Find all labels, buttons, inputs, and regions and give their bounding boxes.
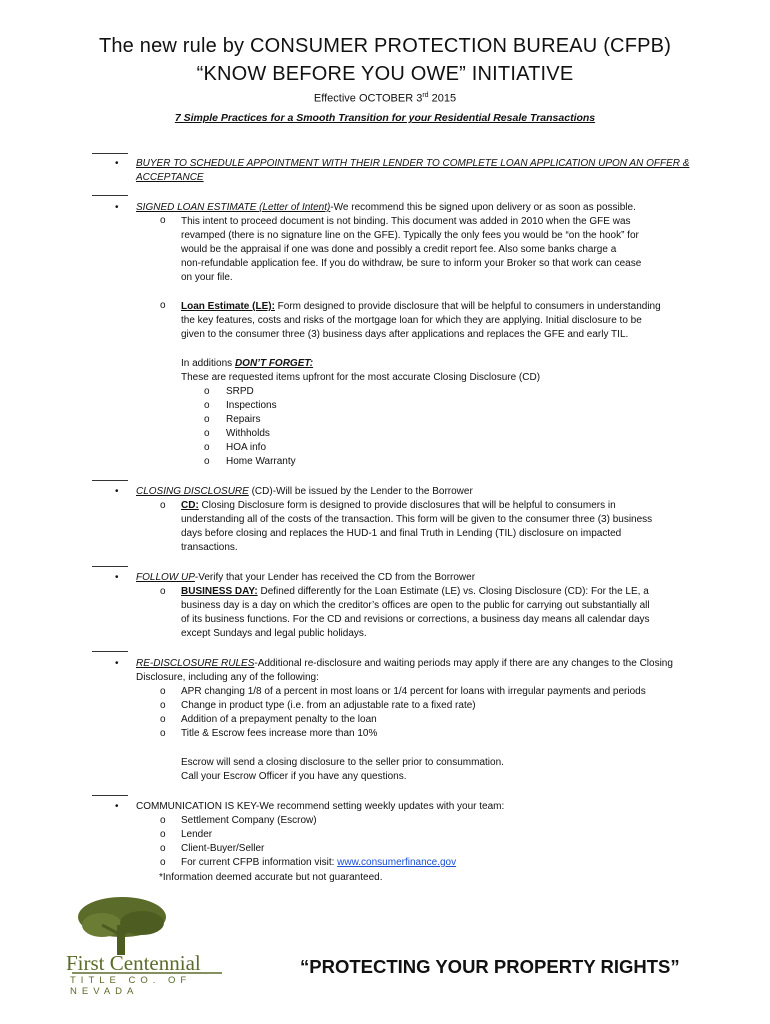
sub-bullet-icon: o bbox=[160, 215, 166, 226]
business-day-line: except Sundays and legal public holidays. bbox=[181, 628, 367, 639]
requested-items-intro: These are requested items upfront for the most accurate Closing Disclosure (CD) bbox=[181, 372, 541, 383]
loan-estimate-line bbox=[181, 300, 661, 314]
loan-estimate-text: Form designed to provide disclosure that will be helpful to consumers in understanding bbox=[274, 301, 661, 312]
requested-item: Inspections bbox=[226, 400, 277, 411]
cfpb-info-text: For current CFPB information visit: bbox=[181, 857, 338, 868]
signed-loan-estimate-heading: SIGNED LOAN ESTIMATE (Letter of Intent) bbox=[136, 202, 331, 213]
redisclosure-heading: RE-DISCLOSURE RULES bbox=[136, 658, 255, 669]
sub-bullet-icon: o bbox=[160, 843, 166, 854]
disclaimer: *Information deemed accurate but not guaranteed. bbox=[159, 872, 383, 883]
slogan: “PROTECTING YOUR PROPERTY RIGHTS” bbox=[300, 956, 680, 977]
cd-text: Closing Disclosure form is designed to provide disclosures that will be helpful to consumers in bbox=[198, 500, 616, 511]
team-member: Settlement Company (Escrow) bbox=[181, 815, 317, 826]
document-title-line-2: “KNOW BEFORE YOU OWE” INITIATIVE bbox=[196, 63, 574, 85]
sub-bullet-icon: o bbox=[204, 400, 210, 411]
escrow-note-line-1: Escrow will send a closing disclosure to the seller prior to consummation. bbox=[181, 757, 504, 768]
redisclosure-text: -Additional re-disclosure and waiting periods may apply if there are any changes to the Closing bbox=[254, 658, 673, 669]
buyer-schedule-text: BUYER TO SCHEDULE APPOINTMENT WITH THEIR LENDER TO COMPLETE LOAN APPLICATION UPON AN OFFER & bbox=[136, 158, 690, 169]
sub-bullet-icon: o bbox=[160, 728, 166, 739]
follow-up-item bbox=[136, 571, 475, 585]
section-divider bbox=[92, 195, 128, 196]
sub-bullet-icon: o bbox=[160, 857, 166, 868]
cfpb-website-link[interactable]: www.consumerfinance.gov bbox=[337, 857, 457, 868]
redisclosure-line-2: Disclosure, including any of the following: bbox=[136, 672, 319, 683]
intent-line: would be the appraisal if one was done and possibly a credit report fee. Also some banks charge a bbox=[181, 244, 617, 255]
additions-line bbox=[181, 357, 313, 371]
bullet-icon: • bbox=[115, 801, 119, 812]
effective-date-suffix: rd bbox=[422, 92, 429, 99]
requested-item: Repairs bbox=[226, 414, 261, 425]
document-title-line-1: The new rule by CONSUMER PROTECTION BUREAU (CFPB) bbox=[98, 35, 672, 57]
intent-line: non-refundable application fee. If you do withdraw, be sure to inform your Broker so that work can cease bbox=[181, 258, 642, 269]
redisclosure-item bbox=[136, 657, 673, 671]
buyer-schedule-text-2: ACCEPTANCE bbox=[136, 172, 204, 183]
dont-forget-label: DON’T FORGET: bbox=[234, 358, 314, 369]
sub-bullet-icon: o bbox=[160, 500, 166, 511]
closing-disclosure-heading: CLOSING DISCLOSURE bbox=[136, 486, 249, 497]
additions-prefix: In additions bbox=[181, 358, 235, 369]
signed-loan-estimate-item bbox=[136, 201, 636, 215]
business-day-label: BUSINESS DAY: bbox=[181, 586, 258, 597]
cd-line: understanding all of the costs of the transaction. This form will be given to the consumer three (3) business bbox=[181, 514, 653, 525]
company-logo bbox=[62, 895, 232, 995]
cd-line bbox=[181, 499, 616, 513]
redisclosure-condition: APR changing 1/8 of a percent in most loans or 1/4 percent for loans with irregular payments and periods bbox=[181, 686, 646, 697]
sub-bullet-icon: o bbox=[160, 586, 166, 597]
business-day-line bbox=[181, 585, 649, 599]
signed-loan-estimate-text: -We recommend this be signed upon delivery or as soon as possible. bbox=[330, 202, 636, 213]
sub-bullet-icon: o bbox=[160, 815, 166, 826]
sub-bullet-icon: o bbox=[204, 442, 210, 453]
logo-name: First Centennial bbox=[66, 951, 201, 975]
escrow-note-line-2: Call your Escrow Officer if you have any questions. bbox=[181, 771, 407, 782]
team-member: Lender bbox=[181, 829, 213, 840]
sub-bullet-icon: o bbox=[204, 414, 210, 425]
requested-item: Home Warranty bbox=[226, 456, 296, 467]
bullet-icon: • bbox=[115, 572, 119, 583]
section-divider bbox=[92, 566, 128, 567]
bullet-icon: • bbox=[115, 658, 119, 669]
bullet-icon: • bbox=[115, 486, 119, 497]
cd-label: CD: bbox=[181, 500, 199, 511]
loan-estimate-line: given to the consumer three (3) business days after applications and replaces the GFE and early TIL. bbox=[181, 329, 629, 340]
effective-date-year: 2015 bbox=[428, 92, 457, 105]
logo-subtitle: TITLE CO. OF NEVADA bbox=[70, 975, 192, 997]
team-member: Client-Buyer/Seller bbox=[181, 843, 265, 854]
section-divider bbox=[92, 153, 128, 154]
section-divider bbox=[92, 651, 128, 652]
sub-bullet-icon: o bbox=[160, 300, 166, 311]
requested-item: HOA info bbox=[226, 442, 267, 453]
sub-bullet-icon: o bbox=[160, 714, 166, 725]
closing-disclosure-text: (CD)-Will be issued by the Lender to the Borrower bbox=[248, 486, 473, 497]
bullet-icon: • bbox=[115, 202, 119, 213]
redisclosure-condition: Change in product type (i.e. from an adjustable rate to a fixed rate) bbox=[181, 700, 476, 711]
communication-heading: COMMUNICATION IS KEY-We recommend setting weekly updates with your team: bbox=[136, 801, 505, 812]
sub-bullet-icon: o bbox=[204, 456, 210, 467]
cd-line: transactions. bbox=[181, 542, 238, 553]
effective-date-text: Effective OCTOBER 3 bbox=[313, 92, 423, 105]
sub-bullet-icon: o bbox=[160, 700, 166, 711]
loan-estimate-label: Loan Estimate (LE): bbox=[181, 301, 275, 312]
bullet-icon: • bbox=[115, 158, 119, 169]
sub-bullet-icon: o bbox=[204, 428, 210, 439]
requested-item: Withholds bbox=[226, 428, 270, 439]
cd-line: days before closing and replaces the HUD-1 and final Truth in Lending (TIL) disclosure on impacted bbox=[181, 528, 622, 539]
sub-bullet-icon: o bbox=[160, 686, 166, 697]
requested-item: SRPD bbox=[226, 386, 254, 397]
cfpb-info-line bbox=[181, 856, 456, 870]
intent-line: on your file. bbox=[181, 272, 233, 283]
redisclosure-condition: Title & Escrow fees increase more than 10% bbox=[181, 728, 378, 739]
effective-date bbox=[0, 92, 770, 105]
redisclosure-condition: Addition of a prepayment penalty to the loan bbox=[181, 714, 377, 725]
document-subtitle: 7 Simple Practices for a Smooth Transition for your Residential Resale Transactions bbox=[174, 112, 596, 124]
sub-bullet-icon: o bbox=[160, 829, 166, 840]
intent-line: This intent to proceed document is not binding. This document was added in 2010 when the GFE was bbox=[181, 216, 631, 227]
sub-bullet-icon: o bbox=[204, 386, 210, 397]
closing-disclosure-item bbox=[136, 485, 473, 499]
intent-line: revamped (there is no signature line on the GFE). Typically the only fees you would be “on the hook” for bbox=[181, 230, 639, 241]
business-day-text: Defined differently for the Loan Estimate (LE) vs. Closing Disclosure (CD): For the LE, a bbox=[257, 586, 649, 597]
section-divider bbox=[92, 480, 128, 481]
follow-up-text: -Verify that your Lender has received the CD from the Borrower bbox=[194, 572, 476, 583]
business-day-line: of its business functions. For the CD and revisions or corrections, a business day means all calendar days bbox=[181, 614, 650, 625]
loan-estimate-line: the key features, costs and risks of the mortgage loan for which they are applying. Initial disclosure to be bbox=[181, 315, 642, 326]
section-divider bbox=[92, 795, 128, 796]
business-day-line: business day is a day on which the creditor’s offices are open to the public for carrying out substantially all bbox=[181, 600, 650, 611]
follow-up-heading: FOLLOW UP bbox=[136, 572, 195, 583]
